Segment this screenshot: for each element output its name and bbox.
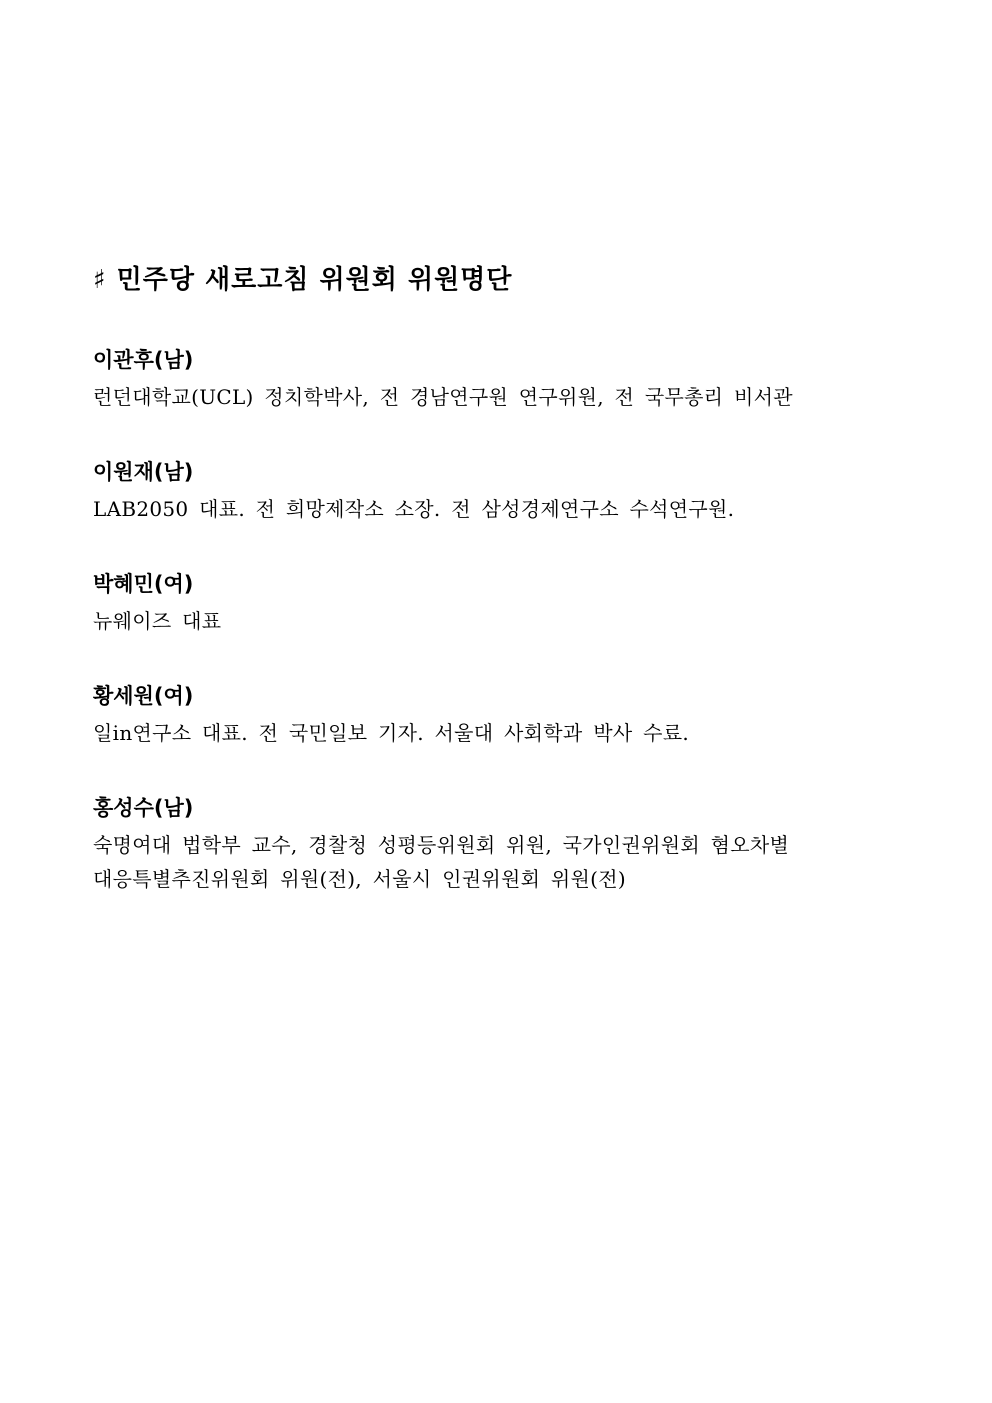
description-line: 런던대학교(UCL) 정치학박사, 전 경남연구원 연구위원, 전 국무총리 비서관 — [93, 385, 793, 409]
member-entry — [93, 680, 913, 750]
member-entry — [93, 344, 913, 414]
member-name: 박혜민(여) — [93, 572, 194, 596]
member-name: 황세원(여) — [93, 684, 194, 708]
document-title: ♯ 민주당 새로고침 위원회 위원명단 — [93, 265, 513, 295]
member-entry — [93, 792, 913, 896]
member-name: 홍성수(남) — [93, 796, 194, 820]
description-line: 뉴웨이즈 대표 — [93, 609, 222, 633]
member-description — [93, 828, 913, 896]
member-entry — [93, 456, 913, 526]
description-line: 대응특별추진위원회 위원(전), 서울시 인권위원회 위원(전) — [93, 867, 626, 891]
description-line: 일in연구소 대표. 전 국민일보 기자. 서울대 사회학과 박사 수료. — [93, 721, 689, 745]
member-name: 이원재(남) — [93, 460, 194, 484]
description-line: 숙명여대 법학부 교수, 경찰청 성평등위원회 위원, 국가인권위원회 혐오차별 — [93, 833, 790, 857]
member-description — [93, 380, 913, 414]
description-line: LAB2050 대표. 전 희망제작소 소장. 전 삼성경제연구소 수석연구원. — [93, 497, 735, 521]
member-description — [93, 492, 913, 526]
member-description — [93, 604, 913, 638]
member-name: 이관후(남) — [93, 348, 194, 372]
member-entry — [93, 568, 913, 638]
member-description — [93, 716, 913, 750]
